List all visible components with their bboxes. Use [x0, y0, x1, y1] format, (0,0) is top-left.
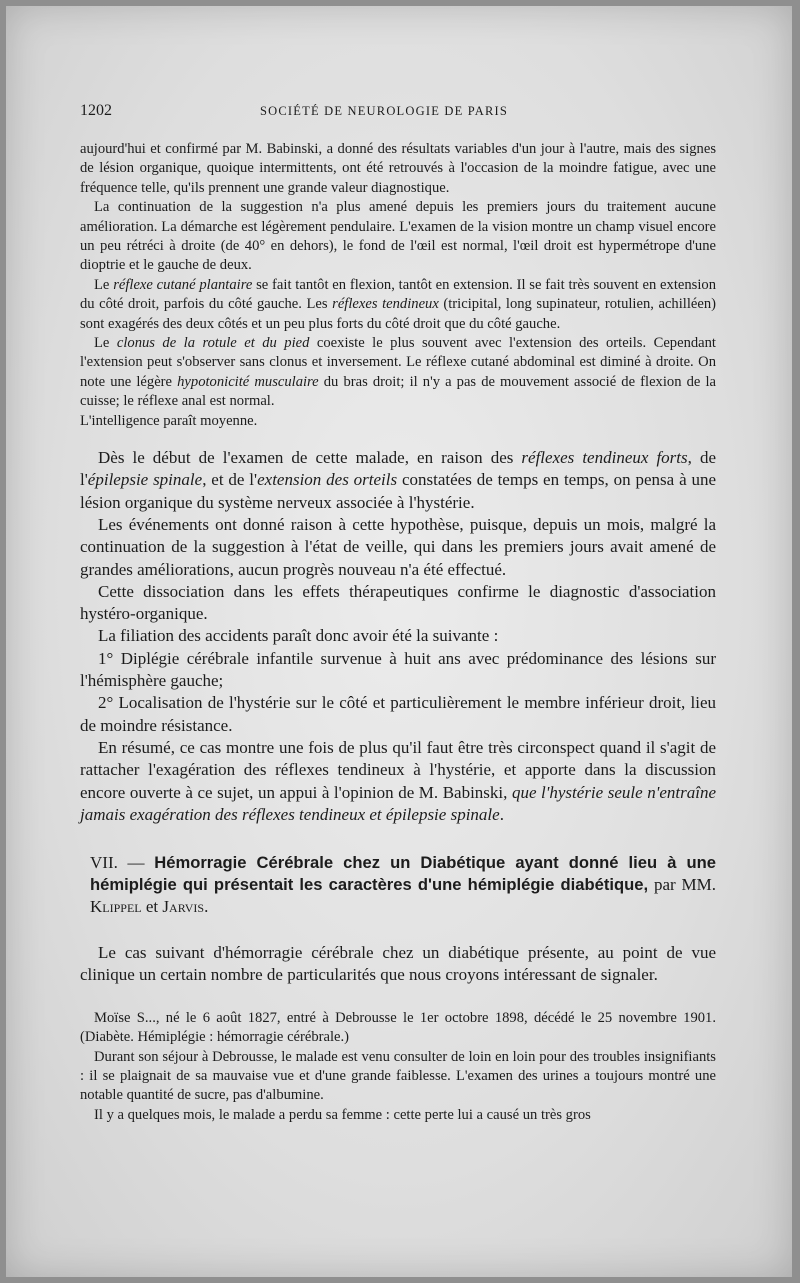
running-title: SOCIÉTÉ DE NEUROLOGIE DE PARIS: [260, 104, 509, 118]
paragraph: Le clonus de la rotule et du pied coexiste le plus souvent avec l'extension des orteils. Cependant l'extension peut s'observer sans clonus et inversement. Le réflexe cutané abdominal est diminé à droite. On note une légère hypotonicité musculaire du bras droit; il n'y a pas de mouvement associé de flexion de la cuisse; le réflexe anal est normal.: [80, 335, 716, 410]
emphasis: réflexes tendineux: [332, 296, 439, 313]
emphasis: réflexe cutané plantaire: [113, 276, 253, 293]
paragraph: La filiation des accidents paraît donc avoir été la suivante :: [98, 626, 499, 646]
paragraph: Dès le début de l'examen de cette malade, en raison des réflexes tendineux forts, de l'épilepsie spinale, et de l'extension des orteils constatées de temps en temps, on pensa à une lésion organique du système nerveux associée à l'hystérie.: [80, 448, 717, 512]
page-number: 1202: [80, 102, 112, 119]
emphasis: que l'hystérie seule n'entraîne jamais exagération des réflexes tendineux et épilepsie spinale: [80, 782, 717, 824]
paragraph: L'intelligence paraît moyenne.: [80, 412, 258, 429]
paragraph: aujourd'hui et confirmé par M. Babinski, a donné des résultats variables d'un jour à l'autre, mais des signes de lésion organique, quoique intermittents, ont été retrouvés à l'occasion de la moindre fatigue, avec une fréquence telle, qu'ils prennent une grande valeur diagnostique.: [80, 141, 716, 196]
page-content: [80, 102, 716, 1125]
discussion-section: [80, 447, 716, 826]
paragraph: Le cas suivant d'hémorragie cérébrale chez un diabétique présente, au point de vue clinique un certain nombre de particularités que nous croyons intéressant de signaler.: [80, 943, 716, 985]
paragraph: Cette dissociation dans les effets thérapeutiques confirme le diagnostic d'association hystéro-organique.: [80, 581, 716, 624]
section-title: VII. — Hémorragie Cérébrale chez un Diabétique ayant donné lieu à une hémiplégie qui présentait les caractères d'une hémiplégie diabétique, par MM. Klippel et Jarvis.: [90, 853, 716, 917]
emphasis: extension des orteils: [257, 470, 398, 490]
page-header: [80, 102, 716, 120]
list-item: 1° Diplégie cérébrale infantile survenue à huit ans avec prédominance des lésions sur l'hémisphère gauche;: [80, 648, 716, 691]
emphasis: épilepsie spinale: [87, 470, 203, 490]
section-heading: Hémorragie Cérébrale chez un Diabétique ayant donné lieu à une hémiplégie qui présentait les caractères d'une hémiplégie diabétique,: [90, 853, 716, 895]
emphasis: clonus de la rotule et du pied: [116, 335, 310, 352]
paragraph: Durant son séjour à Debrousse, le malade est venu consulter de loin en loin pour des troubles insignifiants : il se plaignait de sa mauvaise vue et d'une grande faiblesse. L'examen des urines a toujours montré une notable quantité de sucre, pas d'albumine.: [80, 1048, 716, 1104]
author: Klippel: [90, 897, 142, 917]
emphasis: hypotonicité musculaire: [177, 373, 319, 390]
list-item: 2° Localisation de l'hystérie sur le côté et particulièrement le membre inférieur droit, lieu de moindre résistance.: [80, 693, 716, 735]
section-intro: [80, 942, 716, 987]
paragraph: En résumé, ce cas montre une fois de plus qu'il faut être très circonspect quand il s'agit de rattacher l'exagération des réflexes tendineux à l'hystérie, et apporte dans la discussion encore ouverte à ce sujet, un appui à l'opinion de M. Babinski, que l'hystérie seule n'entraîne jamais exagération des réflexes tendineux et épilepsie spinale.: [80, 737, 717, 824]
case-report-section: [80, 1009, 716, 1125]
emphasis: réflexes tendineux forts: [521, 448, 688, 468]
section-number: VII. —: [90, 853, 155, 873]
paragraph: Moïse S..., né le 6 août 1827, entré à Debrousse le 1er octobre 1898, décédé le 25 novembre 1901. (Diabète. Hémiplégie : hémorragie cérébrale.): [80, 1009, 716, 1046]
paragraph: La continuation de la suggestion n'a plus amené depuis les premiers jours du traitement aucune amélioration. La démarche est légèrement pendulaire. L'examen de la vision montre un champ visuel encore un peu rétréci à droite (de 40° en dehors), le fond de l'œil est normal, l'œil droit est hypermétrope d'une dioptrie et le gauche de deux.: [80, 199, 716, 274]
author: Jarvis: [162, 897, 205, 917]
scanned-page: [6, 6, 792, 1277]
paragraph: Il y a quelques mois, le malade a perdu sa femme : cette perte lui a causé un très gros: [94, 1106, 591, 1123]
case-continued-section: [80, 140, 716, 431]
paragraph: Le réflexe cutané plantaire se fait tantôt en flexion, tantôt en extension. Il se fait très souvent en extension du côté droit, parfois du côté gauche. Les réflexes tendineux (tricipital, long supinateur, rotulien, achilléen) sont exagérés des deux côtés et un peu plus forts du côté droit que du côté gauche.: [80, 276, 716, 332]
paragraph: Les événements ont donné raison à cette hypothèse, puisque, depuis un mois, malgré la continuation de la suggestion à l'état de veille, qui dans les premiers jours avait amené de grandes améliorations, aucun progrès nouveau n'a été effectué.: [80, 514, 716, 579]
